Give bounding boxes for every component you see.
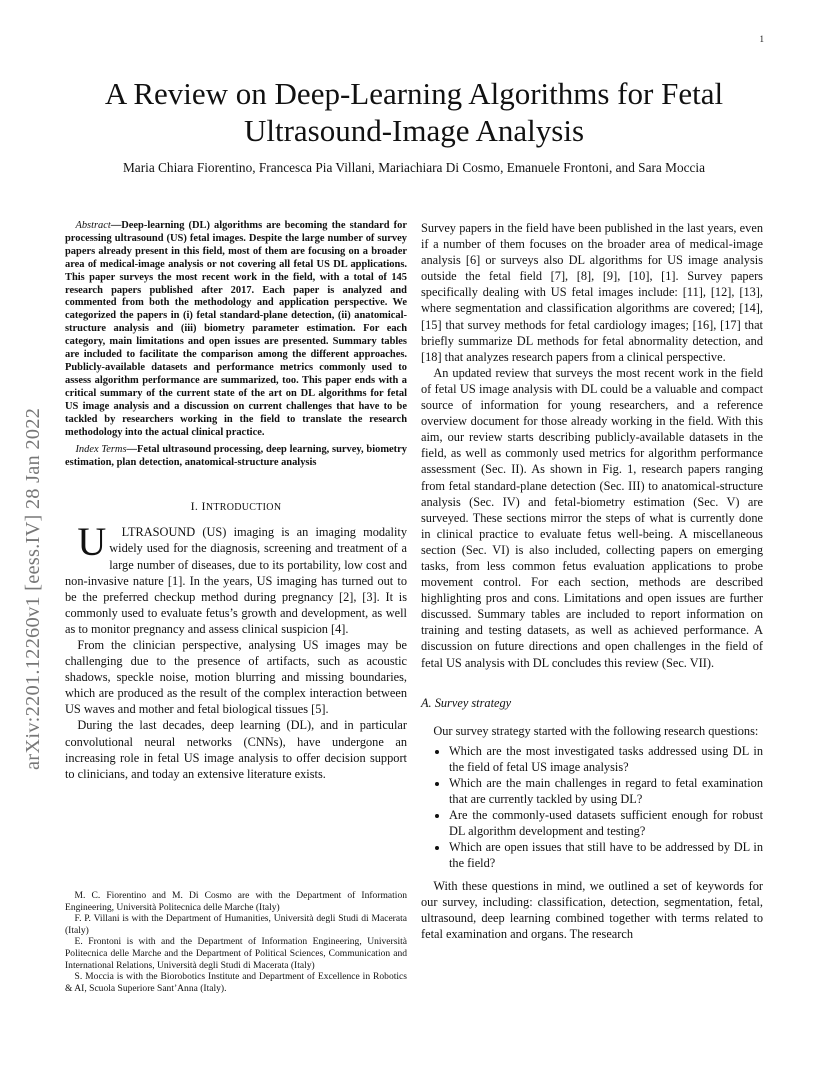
intro-paragraph-3: During the last decades, deep learning (DL), and in particular convolutional neural networks (CNNs), have undergone an increasing role in fetal US image analysis to offer decision support to clinicians, and today an extensive literature exists.: [65, 718, 407, 781]
intro-paragraph-1: [65, 519, 407, 637]
footnotes: [65, 890, 407, 994]
section-heading-introduction: [65, 498, 407, 516]
footnote-3: E. Frontoni is with and the Department of Information Engineering, Università Politecnica delle Marche and the Department of Political Sciences, Communication and International Relations, Università degli Studi di Macerata (Italy): [65, 936, 407, 971]
research-question: • Which are the main challenges in regard to fetal examination that are currently tackled by using DL?: [449, 775, 763, 807]
arxiv-identifier: arXiv:2201.12260v1 [eess.IV] 28 Jan 2022: [22, 407, 44, 770]
left-column: [65, 220, 407, 782]
research-questions-list: [421, 743, 763, 872]
right-paragraph-1: Survey papers in the field have been published in the last years, even if a number of them focuses on the broader area of medical-image analysis [6] or surveys also DL algorithms for US image analysis outside the fetal field [7], [8], [9], [10], [1]. Survey papers specifically dealing with US fetal images include: [11], [12], [13], where segmentation and classification algorithms are covered; [14], [15] that survey methods for fetal cardiology images; [16], [17] that briefly summarize DL methods for fetal abnormality detection, and [18] that analyzes research papers from a clinical perspective.: [421, 221, 763, 364]
author-list: Maria Chiara Fiorentino, Francesca Pia Villani, Mariachiara Di Cosmo, Emanuele Frontoni, and Sara Moccia: [122, 160, 705, 175]
intro-paragraph-1-text: LTRASOUND (US) imaging is an imaging modality widely used for the diagnosis, screening and treatment of a large number of diseases, due to its portability, low cost and non-invasive nature [1]. In the years, US imaging has turned out to be the preferred checkup method during pregnancy [2], [3]. It is commonly used to evaluate fetus’s growth and development, as well as to monitor pregnancy and assess clinical suspicion [4].: [65, 525, 407, 636]
title-line-1: A Review on Deep-Learning Algorithms for Fetal: [104, 76, 724, 111]
abstract-text: —Deep-learning (DL) algorithms are becoming the standard for processing ultrasound (US) fetal images. Despite the large number of survey papers already present in this field, most of them are focusing on a broader area of medical-image analysis or not covering all fetal US DL applications. This paper surveys the most recent work in the field, with a total of 145 research papers published after 2017. Each paper is analyzed and commented from both the methodology and application perspective. We categorized the papers in (i) fetal standard-plane detection, (ii) anatomical-structure analysis and (iii) biometry parameter estimation. For each category, main limitations and open issues are presented. Summary tables are included to facilitate the comparison among the different approaches. Publicly-available datasets and performance metrics commonly used to assess algorithm performance are summarized, too. This paper ends with a critical summary of the current state of the art on DL algorithms for fetal US image analysis and a discussion on current challenges that have to be tackled by researchers working in the field to translate the research methodology into the actual clinical practice.: [65, 220, 407, 438]
right-paragraph-3: With these questions in mind, we outlined a set of keywords for our survey, including: classification, detection, segmentation, fetal, ultrasound, deep learning combined together with terms related to fetal examination and organs. The research: [421, 878, 763, 941]
research-question: • Which are open issues that still have to be addressed by DL in the field?: [449, 839, 763, 871]
right-paragraph-2: An updated review that surveys the most recent work in the field of fetal US image analysis with DL could be a valuable and compact source of information for young researchers, and a reference overview document for those already working in the field. With this aim, our review starts describing publicly-available datasets in the field, as well as commonly used metrics for algorithm performance assessment (Sec. II). As shown in Fig. 1, research papers ranging from fetal standard-plane detection (Sec. III) to anatomical-structure analysis (Sec. IV) and fetal-biometry estimation (Sec. V) are surveyed. These sections mirror the steps of what is currently done in clinical practice to evaluate fetus well-being. A miscellaneous section (Sec. VI) is also included, collecting papers on emerging tasks, from less common fetus evaluation applications to probe movement control. For each section, methods are described highlighting pros and cons. Limitations and open issues are further discussed. Summary tables are included to report information on training and testing datasets, as well as achieved performance. A discussion on future directions and open challenges in the field of fetal US analysis with DL concludes this review (Sec. VII).: [421, 365, 763, 670]
section-number: I.: [190, 499, 202, 514]
subsection-heading-survey-strategy: A. Survey strategy: [421, 695, 512, 710]
index-terms: [65, 444, 407, 470]
intro-paragraph-2: From the clinician perspective, analysing US images may be challenging due to the presence of artifacts, such as acoustic shadows, speckle noise, motion blurring and missing boundaries, which are produced as the result of the complex interaction between US waves and mother and fetal biological tissues [5].: [65, 637, 407, 717]
survey-intro-paragraph: Our survey strategy started with the following research questions:: [433, 723, 759, 738]
paper-title: [64, 75, 764, 149]
right-column: [421, 220, 763, 942]
section-title-rest: NTRODUCTION: [205, 502, 282, 514]
drop-cap: U: [77, 519, 107, 565]
research-question: • Which are the most investigated tasks addressed using DL in the field of fetal US image analysis?: [449, 743, 763, 775]
research-question: • Are the commonly-used datasets sufficient enough for robust DL algorithm development and testing?: [449, 807, 763, 839]
footnote-4: S. Moccia is with the Biorobotics Institute and Department of Excellence in Robotics & AI, Scuola Superiore Sant’Anna (Italy).: [65, 971, 407, 994]
index-terms-text: —Fetal ultrasound processing, deep learning, survey, biometry estimation, plan detection, anatomical-structure analysis: [65, 444, 407, 469]
page-number: 1: [759, 34, 764, 44]
footnote-2: F. P. Villani is with the Department of Humanities, Università degli Studi di Macerata (Italy): [65, 913, 407, 936]
title-line-2: Ultrasound-Image Analysis: [243, 113, 585, 148]
abstract-label: Abstract: [75, 220, 111, 231]
footnote-1: M. C. Fiorentino and M. Di Cosmo are with the Department of Information Engineering, Università Politecnica delle Marche (Italy): [65, 890, 407, 913]
index-terms-label: Index Terms: [75, 444, 127, 456]
abstract: [65, 220, 407, 439]
section-title-initial: I: [201, 499, 206, 514]
